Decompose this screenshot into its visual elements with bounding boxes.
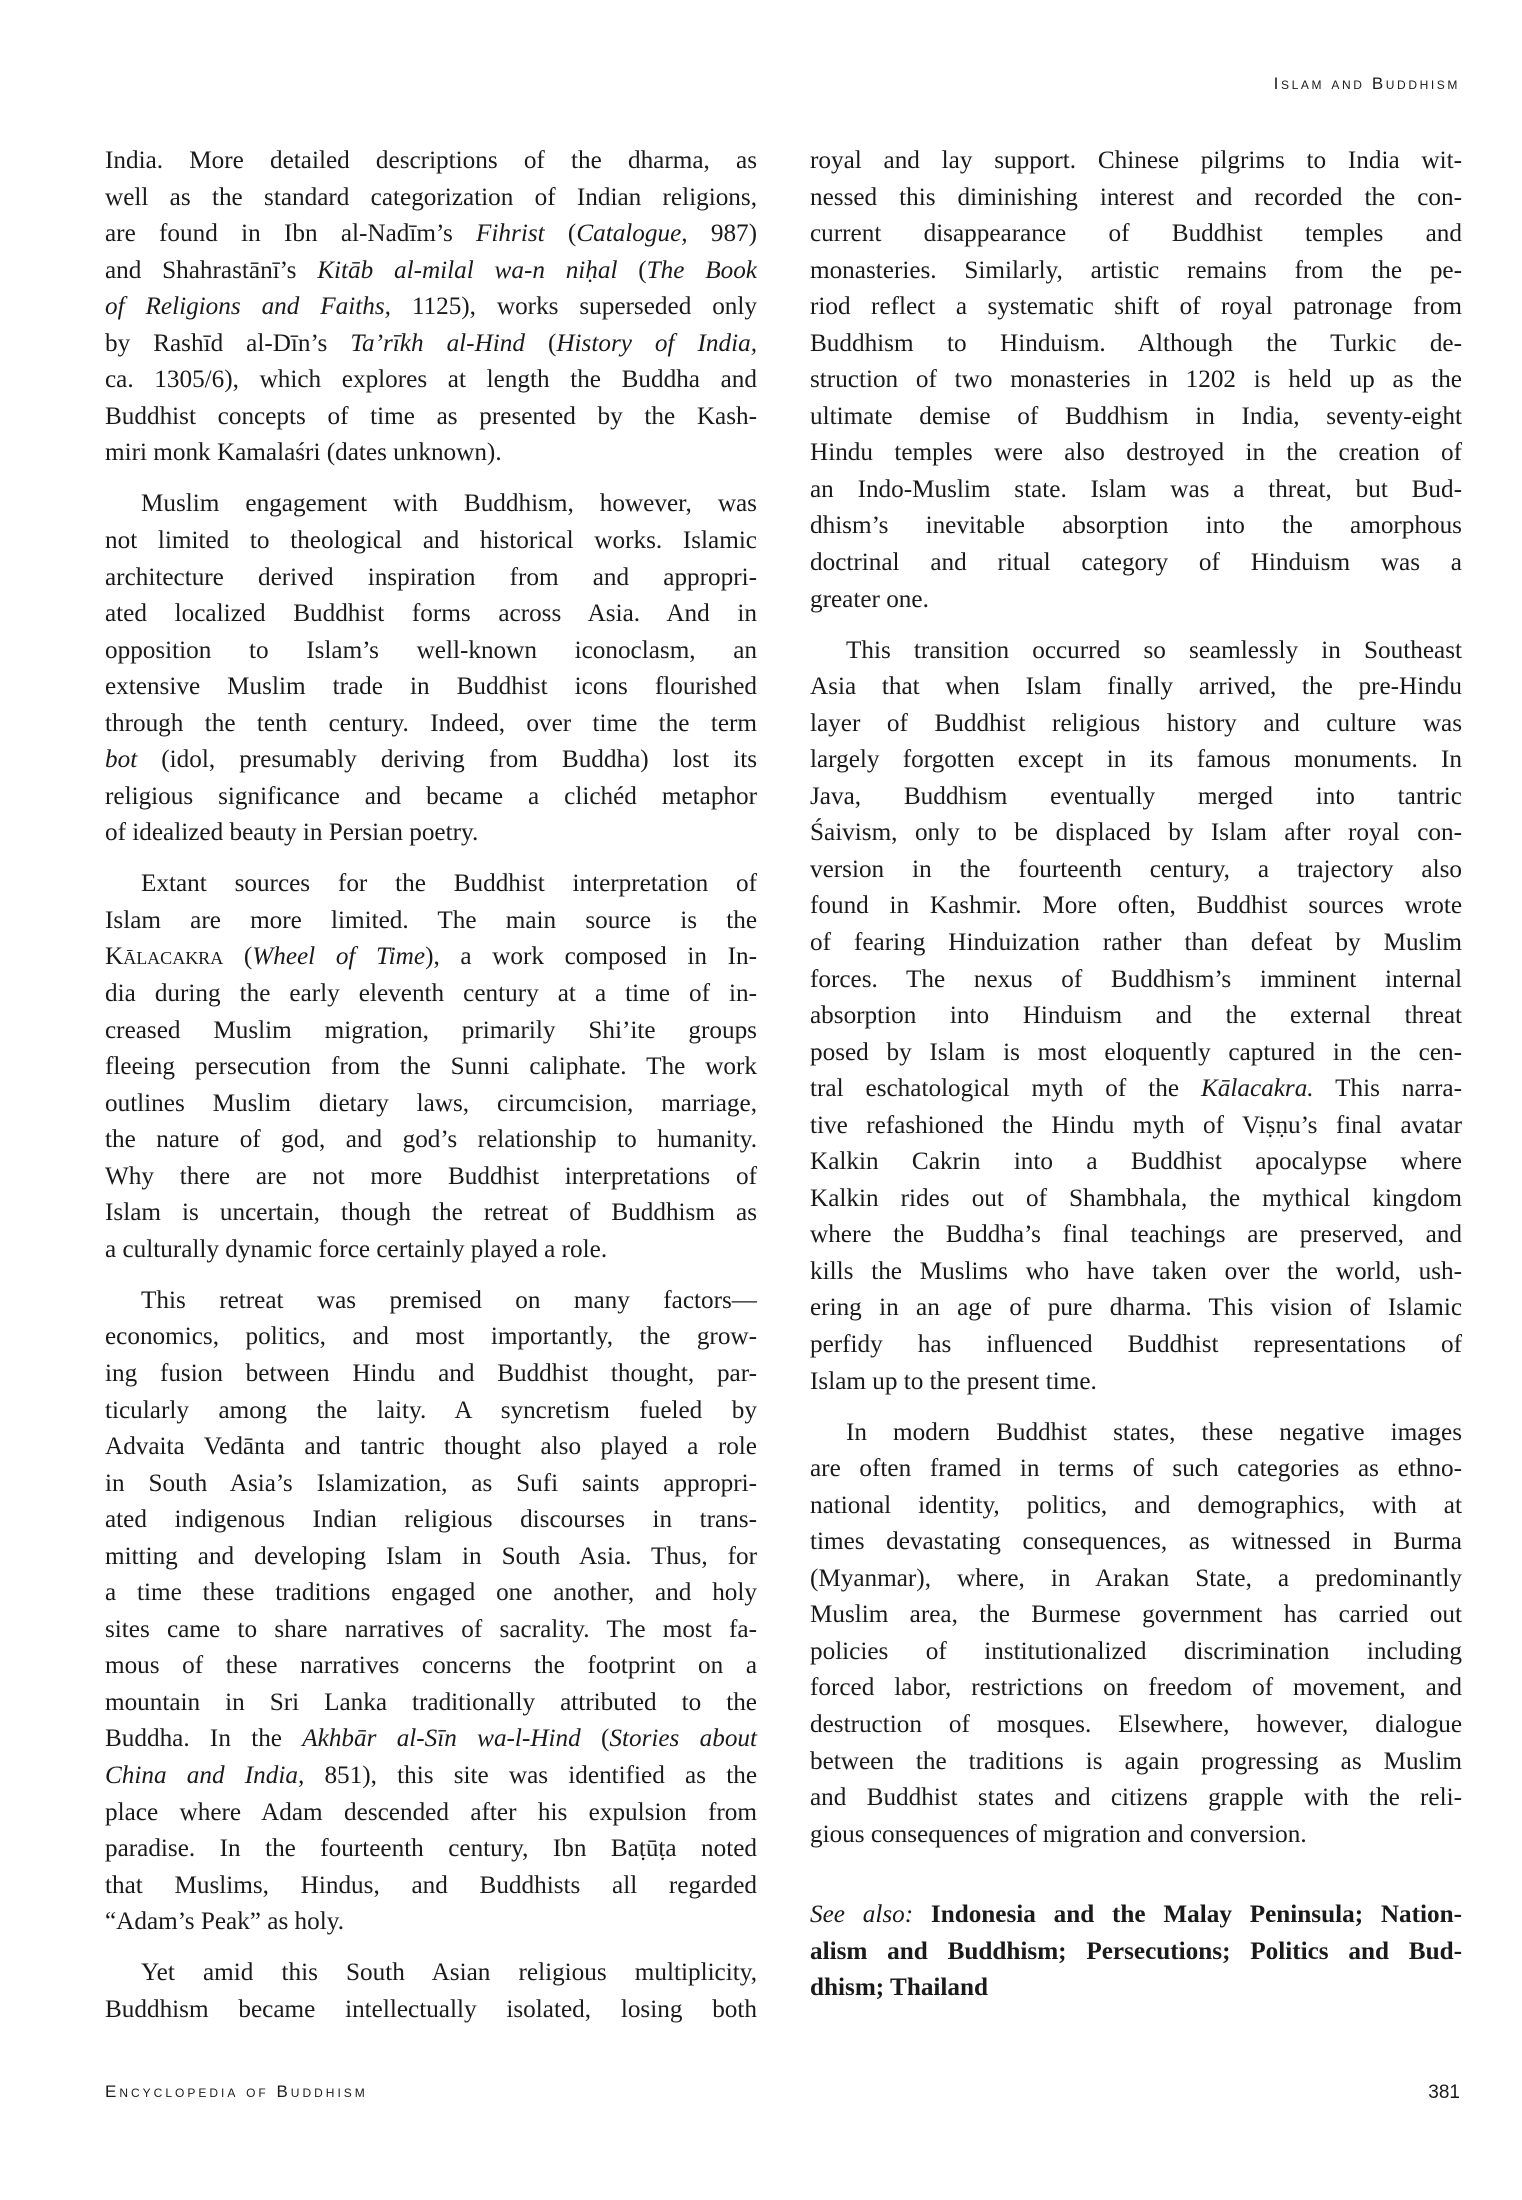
text-line xyxy=(810,1561,1462,1598)
text-line xyxy=(105,1685,757,1722)
text-line xyxy=(105,486,757,523)
text-line xyxy=(810,472,1462,509)
text-run: extensive Muslim trade in Buddhist icons flourished xyxy=(105,673,757,701)
paragraph xyxy=(105,1283,757,1941)
text-line xyxy=(105,1868,757,1905)
text-run: mountain in Sri Lanka traditionally attributed to the xyxy=(105,1688,757,1716)
text-line xyxy=(810,669,1462,706)
text-run: tive refashioned the Hindu myth of Viṣṇu’s final avatar xyxy=(810,1111,1462,1139)
text-line xyxy=(105,1429,757,1466)
text-run: “Adam’s Peak” as holy. xyxy=(105,1908,344,1936)
text-line xyxy=(810,1254,1462,1291)
text-line xyxy=(105,669,757,706)
text-run: posed by Islam is most eloquently captured in the cen- xyxy=(810,1038,1462,1066)
see-also-line xyxy=(810,1934,1462,1971)
text-line xyxy=(105,815,757,852)
cross-reference: Indonesia and the Malay Peninsula; Nation- xyxy=(930,1901,1463,1929)
text-line xyxy=(105,1356,757,1393)
text-run: Extant sources for the Buddhist interpretation of xyxy=(141,870,757,898)
text-line xyxy=(810,362,1462,399)
text-line xyxy=(810,1488,1462,1525)
cross-reference: alism and Buddhism; Persecutions; Politics and Bud- xyxy=(810,1937,1462,1965)
see-also-line xyxy=(810,1897,1462,1934)
text-run: This narra- xyxy=(1313,1075,1462,1103)
paragraph xyxy=(105,486,757,851)
text-run: of idealized beauty in Persian poetry. xyxy=(105,819,479,847)
text-line xyxy=(105,1013,757,1050)
text-run: fleeing persecution from the Sunni caliphate. The work xyxy=(105,1053,757,1081)
text-line xyxy=(105,216,757,253)
text-line xyxy=(105,362,757,399)
text-line xyxy=(105,1122,757,1159)
text-run: 1125), works superseded only xyxy=(390,293,757,321)
text-run: national identity, politics, and demographics, with at xyxy=(810,1491,1462,1519)
text-line xyxy=(810,180,1462,217)
text-line xyxy=(105,866,757,903)
text-run: In modern Buddhist states, these negative images xyxy=(846,1418,1462,1446)
text-line xyxy=(105,1575,757,1612)
text-line xyxy=(105,779,757,816)
text-run: in South Asia’s Islamization, as Sufi saints appropri- xyxy=(105,1469,757,1497)
text-line xyxy=(105,523,757,560)
text-line xyxy=(105,903,757,940)
text-line xyxy=(810,779,1462,816)
text-line xyxy=(810,815,1462,852)
text-line xyxy=(105,1319,757,1356)
text-run: monasteries. Similarly, artistic remains from the pe- xyxy=(810,256,1462,284)
text-line xyxy=(810,1035,1462,1072)
text-run: sites came to share narratives of sacrality. The most fa- xyxy=(105,1615,757,1643)
text-run: economics, politics, and most importantly, the grow- xyxy=(105,1323,757,1351)
text-line xyxy=(810,1744,1462,1781)
text-run: India. More detailed descriptions of the dharma, as xyxy=(105,147,757,174)
text-run: largely forgotten except in its famous monuments. In xyxy=(810,746,1462,774)
text-run: mitting and developing Islam in South Asia. Thus, for xyxy=(105,1542,757,1570)
text-run: Yet amid this South Asian religious multiplicity, xyxy=(141,1959,757,1987)
text-line xyxy=(810,888,1462,925)
text-line xyxy=(810,1217,1462,1254)
text-line xyxy=(810,1817,1462,1854)
text-run: Asia that when Islam finally arrived, the pre-Hindu xyxy=(810,673,1462,701)
text-run: tral eschatological myth of the xyxy=(810,1075,1201,1103)
text-run: forced labor, restrictions on freedom of movement, and xyxy=(810,1674,1462,1702)
text-run: kills the Muslims who have taken over the world, ush- xyxy=(810,1257,1462,1285)
text-run: This transition occurred so seamlessly in Southeast xyxy=(846,636,1462,664)
small-caps-term: Kālacakra xyxy=(105,943,224,971)
text-run: found in Kashmir. More often, Buddhist sources wrote xyxy=(810,892,1462,920)
text-line xyxy=(810,706,1462,743)
text-line xyxy=(105,399,757,436)
text-run: mous of these narratives concerns the footprint on a xyxy=(105,1652,757,1680)
text-run: current disappearance of Buddhist temples and xyxy=(810,220,1462,248)
text-run: version in the fourteenth century, a trajectory also xyxy=(810,855,1462,883)
text-run: Islam up to the present time. xyxy=(810,1367,1097,1395)
text-run: well as the standard categorization of Indian religions, xyxy=(105,183,757,211)
text-run: absorption into Hinduism and the external threat xyxy=(810,1002,1462,1030)
paragraph xyxy=(105,866,757,1268)
text-run: that Muslims, Hindus, and Buddhists all regarded xyxy=(105,1871,757,1899)
text-run: gious consequences of migration and conversion. xyxy=(810,1820,1307,1848)
text-line xyxy=(810,143,1462,180)
text-run: Islam are more limited. The main source is the xyxy=(105,906,757,934)
text-run xyxy=(913,1901,931,1928)
text-line xyxy=(810,998,1462,1035)
italic-title: Catalogue, xyxy=(576,220,688,248)
text-line xyxy=(810,742,1462,779)
paragraph xyxy=(105,1955,757,2028)
text-run: Buddha. In the xyxy=(105,1725,303,1753)
text-run: architecture derived inspiration from and appropri- xyxy=(105,563,757,591)
text-line xyxy=(810,1181,1462,1218)
text-run: destruction of mosques. Elsewhere, however, dialogue xyxy=(810,1710,1462,1738)
text-run: ated indigenous Indian religious discourses in trans- xyxy=(105,1506,757,1534)
italic-title: Fihrist xyxy=(476,220,545,248)
text-run: of fearing Hinduization rather than defeat by Muslim xyxy=(810,928,1462,956)
text-run: ultimate demise of Buddhism in India, seventy-eight xyxy=(810,402,1462,430)
text-run: religious significance and became a clichéd metaphor xyxy=(105,782,757,810)
text-line xyxy=(105,976,757,1013)
italic-title: Kālacakra. xyxy=(1200,1075,1314,1103)
italic-title: China and India, xyxy=(105,1762,305,1790)
right-column xyxy=(810,143,1462,2007)
text-run: royal and lay support. Chinese pilgrims to India wit- xyxy=(810,147,1462,174)
text-run: ca. 1305/6), which explores at length the Buddha and xyxy=(105,366,757,394)
text-line xyxy=(810,1451,1462,1488)
text-line xyxy=(105,939,757,976)
text-run: ated localized Buddhist forms across Asia. And in xyxy=(105,600,757,628)
text-line xyxy=(105,1393,757,1430)
text-line xyxy=(105,742,757,779)
text-line xyxy=(105,633,757,670)
text-line xyxy=(105,1049,757,1086)
text-run: miri monk Kamalaśri (dates unknown). xyxy=(105,439,502,467)
italic-title: See also: xyxy=(810,1901,914,1929)
text-run: opposition to Islam’s well-known iconoclasm, an xyxy=(105,636,757,664)
text-line xyxy=(810,399,1462,436)
text-line xyxy=(105,1795,757,1832)
text-line xyxy=(105,1159,757,1196)
text-run: riod reflect a systematic shift of royal patronage from xyxy=(810,293,1462,321)
text-run: Śaivism, only to be displaced by Islam after royal con- xyxy=(810,819,1462,847)
text-run: Java, Buddhism eventually merged into tantric xyxy=(810,782,1462,810)
text-run: Muslim area, the Burmese government has carried out xyxy=(810,1601,1462,1629)
text-line xyxy=(105,143,757,180)
text-run: and Shahrastānī’s xyxy=(105,256,318,284)
text-run: Muslim engagement with Buddhism, however, was xyxy=(141,490,757,518)
text-line xyxy=(105,326,757,363)
text-run: between the traditions is again progressing as Muslim xyxy=(810,1747,1462,1775)
text-line xyxy=(105,435,757,472)
text-run: Kalkin rides out of Shambhala, the mythical kingdom xyxy=(810,1184,1462,1212)
text-line xyxy=(105,1195,757,1232)
text-run: perfidy has influenced Buddhist representations of xyxy=(810,1331,1462,1358)
text-line xyxy=(105,1283,757,1320)
text-run: a time these traditions engaged one another, and holy xyxy=(105,1579,757,1607)
text-run: nessed this diminishing interest and recorded the con- xyxy=(810,183,1462,211)
text-line xyxy=(810,1071,1462,1108)
text-line xyxy=(810,1415,1462,1452)
text-run: 987) xyxy=(687,220,758,248)
text-run: creased Muslim migration, primarily Shi’ite groups xyxy=(105,1016,757,1044)
text-line xyxy=(810,508,1462,545)
text-run: ( xyxy=(524,329,557,357)
text-line xyxy=(105,1904,757,1941)
text-line xyxy=(105,1955,757,1992)
text-line xyxy=(105,1612,757,1649)
text-run: forces. The nexus of Buddhism’s imminent internal xyxy=(810,965,1462,993)
text-line xyxy=(810,253,1462,290)
text-run: through the tenth century. Indeed, over time the term xyxy=(105,709,757,737)
paragraph xyxy=(810,633,1462,1400)
text-run: are found in Ibn al-Nadīm’s xyxy=(105,220,477,248)
italic-title: History of India, xyxy=(556,329,757,357)
text-run: dia during the early eleventh century at a time of in- xyxy=(105,980,757,1008)
paragraph xyxy=(810,1415,1462,1854)
italic-title: The Book xyxy=(646,256,757,284)
text-run: are often framed in terms of such categories as ethno- xyxy=(810,1455,1462,1483)
text-run: Why there are not more Buddhist interpretations of xyxy=(105,1162,757,1190)
text-line xyxy=(105,560,757,597)
text-run: Hindu temples were also destroyed in the creation of xyxy=(810,439,1462,467)
text-line xyxy=(105,1502,757,1539)
text-line xyxy=(810,1327,1462,1364)
running-head: Islam and Buddhism xyxy=(1273,74,1460,93)
text-line xyxy=(105,1992,757,2029)
paragraph xyxy=(810,143,1462,618)
text-line xyxy=(810,852,1462,889)
italic-title: bot xyxy=(105,746,138,774)
text-run: layer of Buddhist religious history and culture was xyxy=(810,709,1462,737)
text-run: ( xyxy=(544,220,577,248)
text-line xyxy=(810,1597,1462,1634)
text-line xyxy=(810,1290,1462,1327)
text-line xyxy=(105,289,757,326)
text-line xyxy=(810,326,1462,363)
text-run: Kalkin Cakrin into a Buddhist apocalypse where xyxy=(810,1148,1462,1176)
text-run: greater one. xyxy=(810,585,929,613)
text-run: 851), this site was identified as the xyxy=(304,1762,757,1790)
text-line xyxy=(105,1648,757,1685)
see-also-line xyxy=(810,1970,1462,2007)
text-run: policies of institutionalized discrimination including xyxy=(810,1637,1462,1665)
text-line xyxy=(105,1466,757,1503)
text-run: doctrinal and ritual category of Hinduism was a xyxy=(810,549,1462,577)
text-run: This retreat was premised on many factors— xyxy=(141,1286,757,1314)
italic-title: Kitāb al-milal wa-n niḥal xyxy=(317,256,618,284)
text-run: place where Adam descended after his expulsion from xyxy=(105,1798,757,1826)
text-line xyxy=(810,925,1462,962)
text-line xyxy=(810,289,1462,326)
text-run: (idol, presumably deriving from Buddha) lost its xyxy=(137,746,757,774)
text-run: paradise. In the fourteenth century, Ibn Baṭūṭa noted xyxy=(105,1835,757,1863)
text-run: the nature of god, and god’s relationship to humanity. xyxy=(105,1126,757,1154)
text-line xyxy=(105,1721,757,1758)
text-line xyxy=(810,1707,1462,1744)
text-line xyxy=(105,1831,757,1868)
italic-title: Stories about xyxy=(609,1725,758,1753)
see-also-references xyxy=(810,1897,1462,2007)
page-number: 381 xyxy=(1428,2082,1460,2103)
text-line xyxy=(810,1144,1462,1181)
text-run: ering in an age of pure dharma. This vision of Islamic xyxy=(810,1294,1462,1322)
footer-publication-title: Encyclopedia of Buddhism xyxy=(105,2082,368,2101)
paragraph xyxy=(105,143,757,472)
text-run: ticularly among the laity. A syncretism fueled by xyxy=(105,1396,757,1424)
text-run: a culturally dynamic force certainly played a role. xyxy=(105,1235,608,1263)
cross-reference: dhism; Thailand xyxy=(810,1974,989,2002)
italic-title: Akhbār al-Sīn wa-l-Hind xyxy=(302,1725,581,1753)
text-run: struction of two monasteries in 1202 is held up as the xyxy=(810,366,1462,394)
text-run: where the Buddha’s final teachings are preserved, and xyxy=(810,1221,1462,1249)
text-run: an Indo-Muslim state. Islam was a threat, but Bud- xyxy=(810,475,1462,503)
text-line xyxy=(105,596,757,633)
text-run: ing fusion between Hindu and Buddhist thought, par- xyxy=(105,1360,757,1387)
text-run: and Buddhist states and citizens grapple with the reli- xyxy=(810,1784,1462,1812)
text-line xyxy=(105,253,757,290)
text-line xyxy=(105,1539,757,1576)
text-line xyxy=(810,1634,1462,1671)
text-line xyxy=(810,1108,1462,1145)
text-run: ( xyxy=(223,943,253,971)
text-run: ), a work composed in In- xyxy=(425,943,758,971)
text-line xyxy=(105,1232,757,1269)
text-run: ( xyxy=(617,256,647,284)
text-line xyxy=(810,1524,1462,1561)
italic-title: of Religions and Faiths, xyxy=(105,293,391,321)
text-line xyxy=(810,216,1462,253)
text-line xyxy=(105,180,757,217)
text-line xyxy=(105,706,757,743)
text-run: not limited to theological and historical works. Islamic xyxy=(105,526,757,554)
text-run: Buddhist concepts of time as presented by the Kash- xyxy=(105,402,757,430)
text-line xyxy=(810,545,1462,582)
text-line xyxy=(105,1086,757,1123)
left-column xyxy=(105,143,757,2043)
text-line xyxy=(810,962,1462,999)
text-line xyxy=(810,1670,1462,1707)
text-run: by Rashīd al-Dīn’s xyxy=(105,329,351,357)
text-line xyxy=(810,1780,1462,1817)
text-line xyxy=(810,435,1462,472)
text-run: Buddhism became intellectually isolated, losing both xyxy=(105,1995,757,2023)
text-run: (Myanmar), where, in Arakan State, a predominantly xyxy=(810,1564,1462,1592)
text-run: Islam is uncertain, though the retreat of Buddhism as xyxy=(105,1199,757,1227)
text-run: Buddhism to Hinduism. Although the Turkic de- xyxy=(810,329,1462,357)
text-line xyxy=(810,1364,1462,1401)
text-run: ( xyxy=(580,1725,610,1753)
text-line xyxy=(810,633,1462,670)
text-line xyxy=(105,1758,757,1795)
text-line xyxy=(810,582,1462,619)
text-run: outlines Muslim dietary laws, circumcision, marriage, xyxy=(105,1089,757,1117)
text-run: dhism’s inevitable absorption into the amorphous xyxy=(810,512,1462,540)
text-run: Advaita Vedānta and tantric thought also played a role xyxy=(105,1433,757,1461)
italic-title: Wheel of Time xyxy=(252,943,426,971)
italic-title: Ta’rīkh al-Hind xyxy=(350,329,525,357)
text-run: times devastating consequences, as witnessed in Burma xyxy=(810,1528,1462,1556)
